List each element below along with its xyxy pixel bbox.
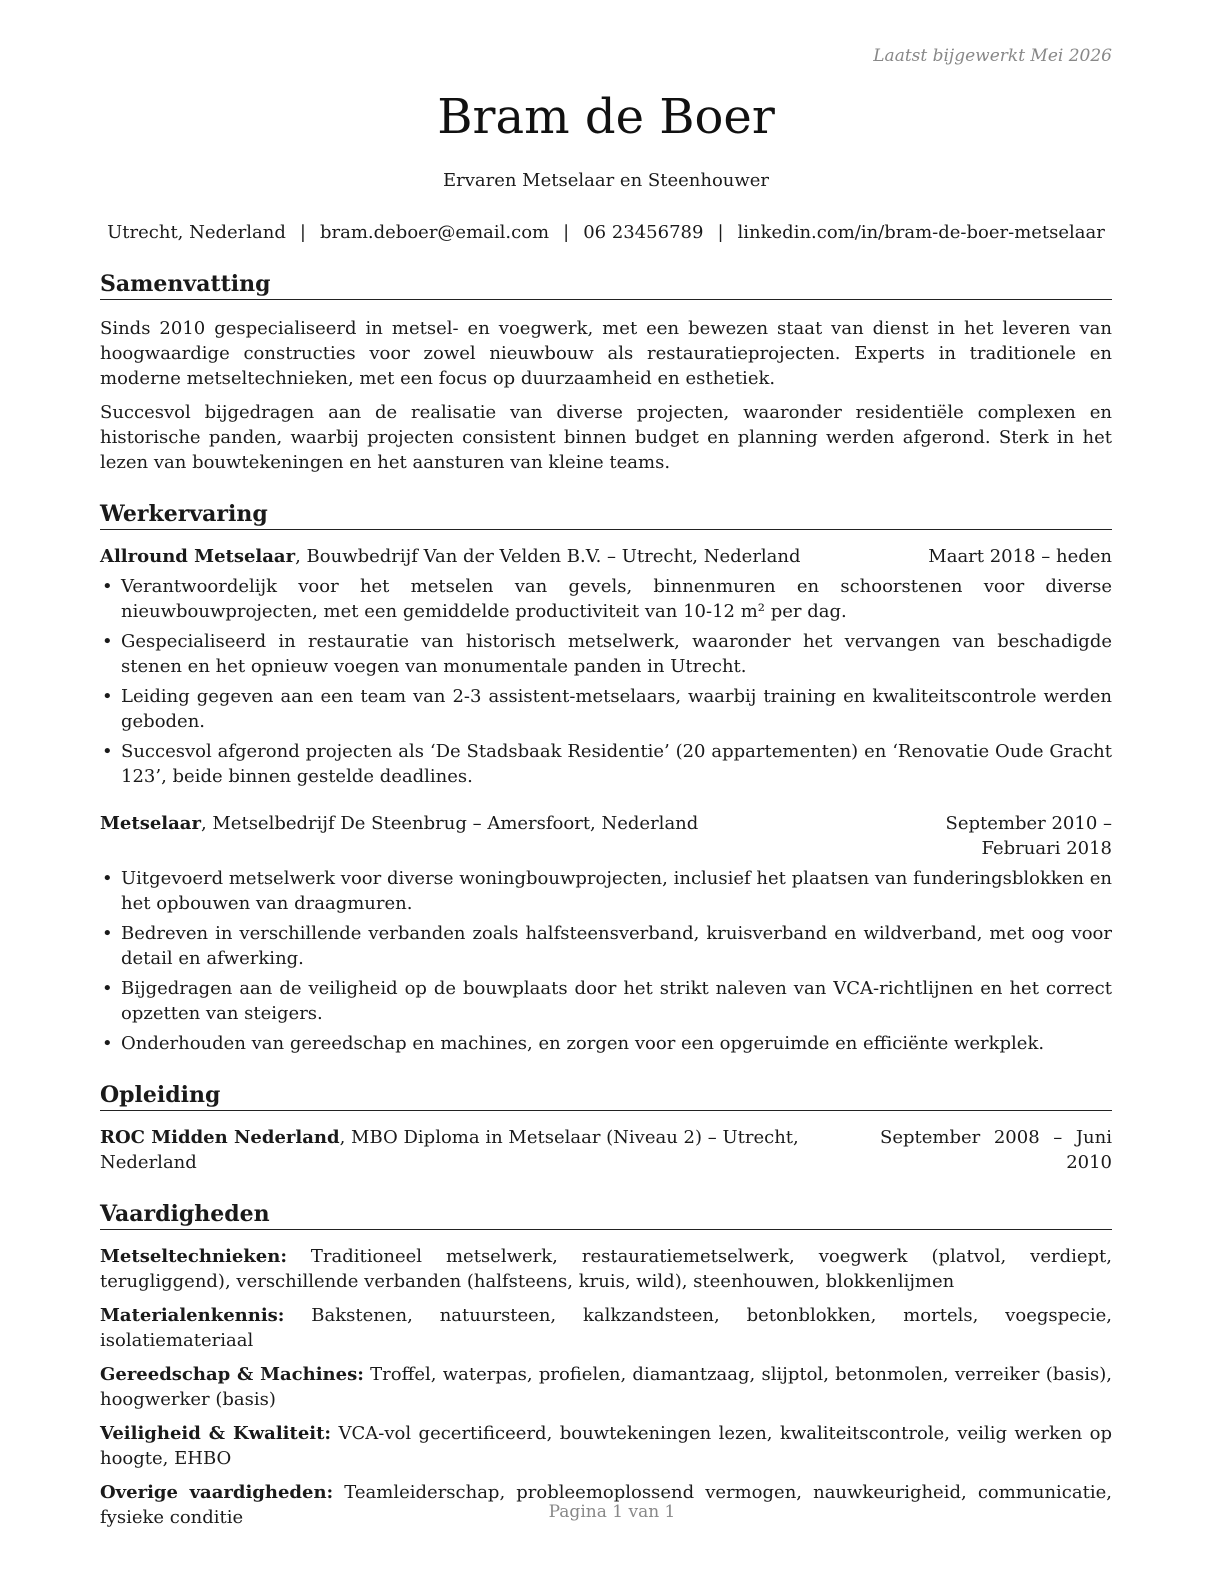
contact-separator: | [717,222,724,243]
skill-text: Troffel, waterpas, profielen, diamantzaag, slijptol, betonmolen, verreiker (basis), hoogwerker (basis) [100,1364,1112,1410]
skill-text: Bakstenen, natuursteen, kalkzandsteen, betonblokken, mortels, voegspecie, isolatiemateriaal [100,1305,1112,1351]
job-role: Allround Metselaar [100,546,296,567]
contact-line [100,220,1112,245]
list-item: • Verantwoordelijk voor het metselen van gevels, binnenmuren en schoorstenen voor diverse nieuwbouwprojecten, met een gemiddelde productiviteit van 10-12 m² per dag. [100,574,1112,624]
summary-paragraph: Sinds 2010 gespecialiseerd in metsel- en voegwerk, met een bewezen staat van dienst in het leveren van hoogwaardige constructies voor zowel nieuwbouw als restauratieprojecten. Experts in traditionele en moderne metseltechnieken, met een focus op duurzaamheid en esthetiek. [100,318,1112,389]
section-title-education: Opleiding [100,1081,1112,1111]
skills-list [100,1244,1112,1530]
skill-item [100,1303,1112,1353]
education-dates: September 2008 – Juni 2010 [880,1127,1112,1173]
skill-label: Materialenkennis: [100,1305,285,1326]
list-item: • Gespecialiseerd in restauratie van historisch metselwerk, waaronder het vervangen van beschadigde stenen en het opnieuw voegen van monumentale panden in Utrecht. [100,629,1112,679]
list-item: • Uitgevoerd metselwerk voor diverse woningbouwprojecten, inclusief het plaatsen van funderingsblokken en het opbouwen van draagmuren. [100,866,1112,916]
section-title-experience: Werkervaring [100,500,1112,530]
skill-item [100,1421,1112,1471]
job-header [100,544,1112,569]
skill-text: Teamleiderschap, probleemoplossend vermogen, nauwkeurigheid, communicatie, fysieke conditie [100,1482,1112,1528]
list-item: • Onderhouden van gereedschap en machines, en zorgen voor een opgeruimde en efficiënte werkplek. [100,1031,1112,1056]
job-dates: Maart 2018 – heden [928,546,1112,567]
page-number: Pagina 1 van 1 [548,1502,676,1522]
job-role-company [100,811,856,836]
contact-separator: | [299,222,306,243]
skill-item [100,1362,1112,1412]
contact-phone: 06 23456789 [583,222,704,243]
list-item: • Bijgedragen aan de veiligheid op de bouwplaats door het strikt naleven van VCA-richtlijnen en het correct opzetten van steigers. [100,976,1112,1026]
education-school-details [100,1125,856,1175]
section-title-skills: Vaardigheden [100,1200,1112,1230]
skill-label: Gereedschap & Machines: [100,1364,364,1385]
skill-text: Traditioneel metselwerk, restauratiemetselwerk, voegwerk (platvol, verdiept, terugliggend), verschillende verbanden (halfsteens, kruis, wild), steenhouwen, blokkenlijmen [100,1246,1112,1292]
education-header [100,1125,1112,1175]
section-title-summary: Samenvatting [100,270,1112,300]
list-item: • Bedreven in verschillende verbanden zoals halfsteensverband, kruisverband en wildverband, met oog voor detail en afwerking. [100,921,1112,971]
list-item: • Leiding gegeven aan een team van 2-3 assistent-metselaars, waarbij training en kwaliteitscontrole werden geboden. [100,684,1112,734]
education-school: ROC Midden Nederland [100,1127,340,1148]
job-bullets [100,574,1112,789]
job-title: Ervaren Metselaar en Steenhouwer [442,170,770,191]
candidate-name: Bram de Boer [437,89,775,145]
skill-label: Overige vaardigheden: [100,1482,334,1503]
job-bullets [100,866,1112,1056]
summary-paragraph: Succesvol bijgedragen aan de realisatie van diverse projecten, waaronder residentiële complexen en historische panden, waarbij projecten consistent binnen budget en planning werden afgerond. Sterk in het lezen van bouwtekeningen en het aansturen van kleine teams. [100,402,1112,473]
job-dates: September 2010 – Februari 2018 [945,813,1112,859]
list-item: • Succesvol afgerond projecten als ‘De Stadsbaak Residentie’ (20 appartementen) en ‘Renovatie Oude Gracht 123’, beide binnen gestelde deadlines. [100,739,1112,789]
contact-location: Utrecht, Nederland [107,222,286,243]
skill-label: Metseltechnieken: [100,1246,287,1267]
education-details: , MBO Diploma in Metselaar (Niveau 2) – Utrecht, Nederland [100,1127,799,1173]
job-company: , Bouwbedrijf Van der Velden B.V. – Utrecht, Nederland [295,546,801,567]
job-role: Metselaar [100,813,201,834]
job-header [100,811,1112,861]
skill-text: VCA-vol gecertificeerd, bouwtekeningen lezen, kwaliteitscontrole, veilig werken op hoogte, EHBO [100,1423,1113,1469]
last-updated: Laatst bijgewerkt Mei 2026 [873,46,1112,66]
skill-item [100,1244,1112,1294]
contact-email[interactable]: bram.deboer@email.com [319,222,550,243]
skill-label: Veiligheid & Kwaliteit: [100,1423,332,1444]
contact-linkedin[interactable]: linkedin.com/in/bram-de-boer-metselaar [737,222,1105,243]
job-company: , Metselbedrijf De Steenbrug – Amersfoort, Nederland [200,813,699,834]
contact-separator: | [563,222,570,243]
job-role-company [100,544,904,569]
